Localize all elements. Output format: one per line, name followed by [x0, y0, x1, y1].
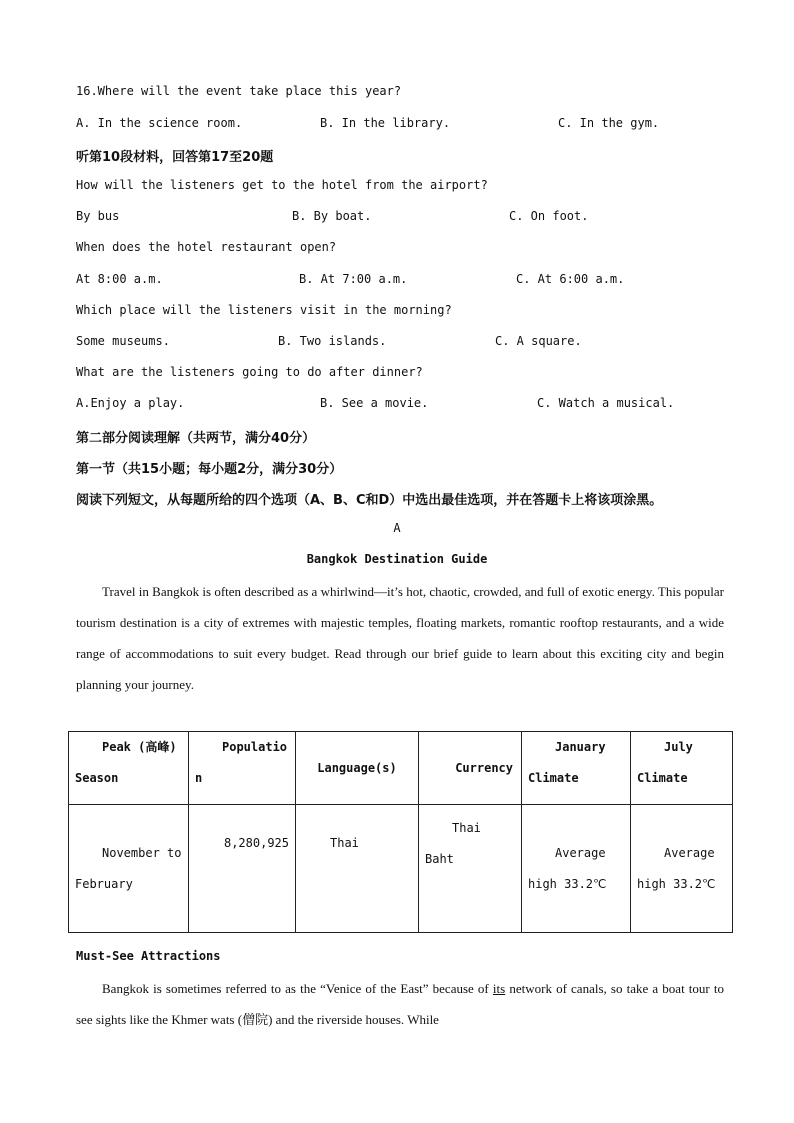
destination-info-table	[68, 731, 733, 933]
part-2-heading: 第二部分阅读理解（共两节，满分40分）	[76, 431, 316, 446]
question-19: Which place will the listeners visit in the morning?	[76, 303, 452, 317]
question-17: How will the listeners get to the hotel from the airport?	[76, 178, 488, 192]
table-row	[69, 805, 733, 933]
section-10-heading: 听第10段材料，回答第17至20题	[76, 150, 274, 165]
header-language: Language(s)	[296, 732, 419, 805]
question-16: 16.Where will the event take place this year?	[76, 84, 402, 98]
attractions-heading: Must-See Attractions	[76, 949, 221, 963]
intro-text: Travel in Bangkok is often described as a whirlwind—it’s hot, chaotic, crowded, and full of exotic energy. This popular tourism destination is a city of extremes with majestic temples, floating markets, romantic rooftop restaurants, and a wide range of accommodations to suit every budget. Read through our brief guide to learn about this exciting city and begin planning your journey.	[76, 584, 724, 692]
option-a: A. In the science room.	[76, 116, 243, 130]
cell-peak-season: November to February	[69, 805, 189, 933]
option-a: Some museums.	[76, 334, 170, 348]
option-b: B. In the library.	[320, 116, 451, 130]
option-a: A.Enjoy a play.	[76, 396, 185, 410]
option-c: C. Watch a musical.	[537, 396, 675, 410]
question-18: When does the hotel restaurant open?	[76, 240, 337, 254]
option-c: C. At 6:00 a.m.	[516, 272, 625, 286]
cell-currency: Thai Baht	[419, 805, 522, 933]
header-january-climate: January Climate	[522, 732, 631, 805]
option-b: B. By boat.	[292, 209, 372, 223]
option-c: C. In the gym.	[558, 116, 660, 130]
table-header-row	[69, 732, 733, 805]
intro-paragraph	[76, 576, 724, 700]
cell-july-climate: Average high 33.2℃	[631, 805, 733, 933]
option-b: B. At 7:00 a.m.	[299, 272, 408, 286]
question-20: What are the listeners going to do after dinner?	[76, 365, 423, 379]
header-currency: Currency	[419, 732, 522, 805]
option-b: B. See a movie.	[320, 396, 429, 410]
passage-letter: A	[393, 521, 401, 535]
header-july-climate: July Climate	[631, 732, 733, 805]
section-1-heading: 第一节（共15小题；每小题2分，满分30分）	[76, 462, 343, 477]
option-c: C. On foot.	[509, 209, 589, 223]
underlined-word: its	[492, 981, 506, 996]
option-b: B. Two islands.	[278, 334, 387, 348]
cell-population: 8,280,925	[189, 805, 296, 933]
reading-instructions: 阅读下列短文，从每题所给的四个选项（A、B、C和D）中选出最佳选项，并在答题卡上将该项涂黑。	[76, 493, 663, 508]
option-a: At 8:00 a.m.	[76, 272, 163, 286]
passage-title: Bangkok Destination Guide	[306, 552, 488, 566]
option-a: By bus	[76, 209, 120, 223]
attractions-paragraph: Bangkok is sometimes referred to as the “Venice of the East” because of its network of canals, so take a boat tour to see sights like the Khmer wats (僧院) and the riverside houses. While	[76, 981, 724, 1027]
option-c: C. A square.	[495, 334, 582, 348]
header-peak-season: Peak (高峰) Season	[69, 732, 189, 805]
cell-language: Thai	[296, 805, 419, 933]
cell-january-climate: Average high 33.2℃	[522, 805, 631, 933]
header-population: Populatio n	[189, 732, 296, 805]
